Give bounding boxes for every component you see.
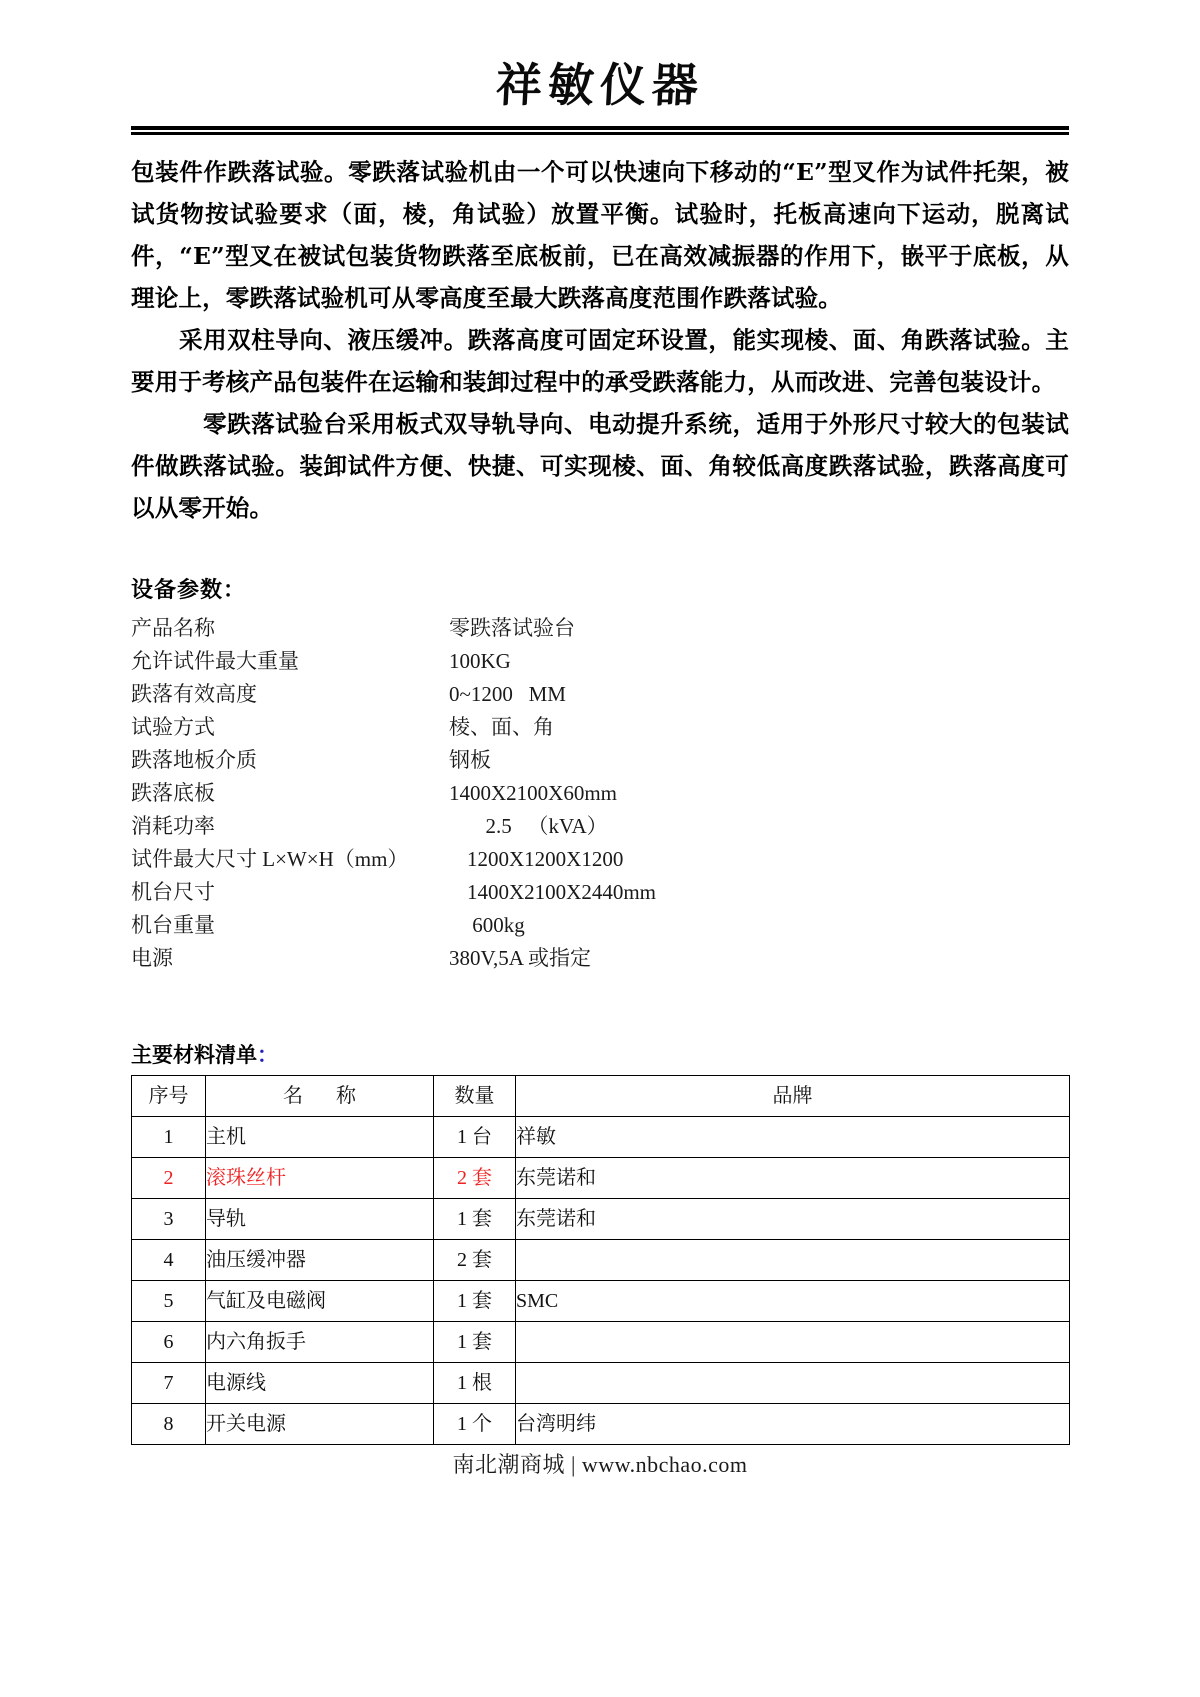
spec-row <box>131 678 1069 711</box>
table-row <box>132 1158 1070 1199</box>
body-content <box>131 135 1069 529</box>
spec-row <box>131 810 1069 843</box>
cell-qty: 1 根 <box>434 1363 516 1404</box>
spec-row <box>131 612 1069 645</box>
table-row <box>132 1404 1070 1445</box>
paragraph-application: 零跌落试验台采用板式双导轨导向、电动提升系统，适用于外形尺寸较大的包装试件做跌落试验。装卸试件方便、快捷、可实现棱、面、角较低高度跌落试验，跌落高度可以从零开始。 <box>131 410 1069 522</box>
cell-brand: 东莞诺和 <box>516 1199 1070 1240</box>
materials-heading-colon: ： <box>257 1042 278 1067</box>
spec-value: 钢板 <box>449 748 491 772</box>
cell-brand <box>516 1322 1070 1363</box>
spec-label: 允许试件最大重量 <box>131 649 299 673</box>
cell-no: 8 <box>132 1404 206 1445</box>
cell-no: 7 <box>132 1363 206 1404</box>
spec-row <box>131 942 1069 975</box>
spec-label: 电源 <box>131 946 173 970</box>
cell-no: 3 <box>132 1199 206 1240</box>
document-header <box>0 0 1200 135</box>
cell-no: 1 <box>132 1117 206 1158</box>
table-row <box>132 1322 1070 1363</box>
materials-section <box>131 975 1069 1445</box>
column-header-brand: 品牌 <box>516 1076 1070 1117</box>
table-header-row <box>132 1076 1070 1117</box>
spec-label: 机台尺寸 <box>131 880 215 904</box>
spec-label: 机台重量 <box>131 913 215 937</box>
table-row <box>132 1240 1070 1281</box>
spec-value: 0~1200 MM <box>449 682 566 706</box>
cell-name: 气缸及电磁阀 <box>206 1281 434 1322</box>
spec-label: 跌落有效高度 <box>131 682 257 706</box>
cell-name: 导轨 <box>206 1199 434 1240</box>
table-row <box>132 1117 1070 1158</box>
spec-value: 600kg <box>467 913 525 937</box>
cell-brand: 祥敏 <box>516 1117 1070 1158</box>
cell-no: 5 <box>132 1281 206 1322</box>
spec-label: 试验方式 <box>131 715 215 739</box>
cell-qty: 1 台 <box>434 1117 516 1158</box>
header-divider <box>131 126 1069 135</box>
paragraph-features: 采用双柱导向、液压缓冲。跌落高度可固定环设置，能实现棱、面、角跌落试验。主要用于考核产品包装件在运输和装卸过程中的承受跌落能力，从而改进、完善包装设计。 <box>131 326 1069 396</box>
cell-name: 内六角扳手 <box>206 1322 434 1363</box>
company-title: 祥敏仪器 <box>494 58 706 112</box>
spec-label: 跌落地板介质 <box>131 748 257 772</box>
spec-value: 零跌落试验台 <box>449 616 575 640</box>
spec-value: 2.5 （kVA） <box>475 814 608 838</box>
spec-label: 试件最大尺寸 L×W×H（mm） <box>131 847 409 871</box>
table-row <box>132 1363 1070 1404</box>
column-header-qty: 数量 <box>434 1076 516 1117</box>
table-row <box>132 1199 1070 1240</box>
cell-no: 6 <box>132 1322 206 1363</box>
table-row <box>132 1281 1070 1322</box>
cell-qty: 2 套 <box>434 1158 516 1199</box>
materials-heading-text: 主要材料清单 <box>131 1042 257 1067</box>
column-header-no: 序号 <box>132 1076 206 1117</box>
spec-value: 1200X1200X1200 <box>467 847 624 871</box>
cell-no: 2 <box>132 1158 206 1199</box>
spec-row <box>131 744 1069 777</box>
spec-row <box>131 909 1069 942</box>
spec-label: 跌落底板 <box>131 781 215 805</box>
cell-name: 电源线 <box>206 1363 434 1404</box>
cell-no: 4 <box>132 1240 206 1281</box>
spec-value: 1400X2100X2440mm <box>467 880 656 904</box>
cell-qty: 1 套 <box>434 1199 516 1240</box>
paragraph-intro: 包装件作跌落试验。零跌落试验机由一个可以快速向下移动的“E”型叉作为试件托架，被试货物按试验要求（面，棱，角试验）放置平衡。试验时，托板高速向下运动，脱离试件，“E”型叉在被试包装货物跌落至底板前，已在高效减振器的作用下，嵌平于底板，从理论上，零跌落试验机可从零高度至最大跌落高度范围作跌落试验。 <box>131 158 1069 312</box>
cell-name: 滚珠丝杆 <box>206 1158 434 1199</box>
spec-row <box>131 876 1069 909</box>
cell-brand: SMC <box>516 1281 1070 1322</box>
cell-qty: 1 套 <box>434 1322 516 1363</box>
cell-qty: 1 个 <box>434 1404 516 1445</box>
spec-row <box>131 843 1069 876</box>
spec-row <box>131 711 1069 744</box>
cell-brand <box>516 1240 1070 1281</box>
spec-value: 100KG <box>449 649 511 673</box>
specifications-section <box>131 529 1069 975</box>
spec-row <box>131 777 1069 810</box>
spec-label: 消耗功率 <box>131 814 215 838</box>
specifications-heading: 设备参数： <box>131 577 247 603</box>
cell-name: 开关电源 <box>206 1404 434 1445</box>
cell-brand: 台湾明纬 <box>516 1404 1070 1445</box>
cell-brand: 东莞诺和 <box>516 1158 1070 1199</box>
page-footer: 南北潮商城 | www.nbchao.com <box>452 1452 748 1477</box>
materials-table <box>131 1075 1070 1445</box>
cell-qty: 2 套 <box>434 1240 516 1281</box>
spec-label: 产品名称 <box>131 616 215 640</box>
spec-value: 380V,5A 或指定 <box>449 946 591 970</box>
spec-value: 1400X2100X60mm <box>449 781 617 805</box>
cell-name: 主机 <box>206 1117 434 1158</box>
column-header-name: 名 称 <box>206 1076 434 1117</box>
spec-row <box>131 645 1069 678</box>
cell-brand <box>516 1363 1070 1404</box>
materials-heading <box>131 1039 1069 1069</box>
cell-qty: 1 套 <box>434 1281 516 1322</box>
spec-value: 棱、面、角 <box>449 715 554 739</box>
cell-name: 油压缓冲器 <box>206 1240 434 1281</box>
